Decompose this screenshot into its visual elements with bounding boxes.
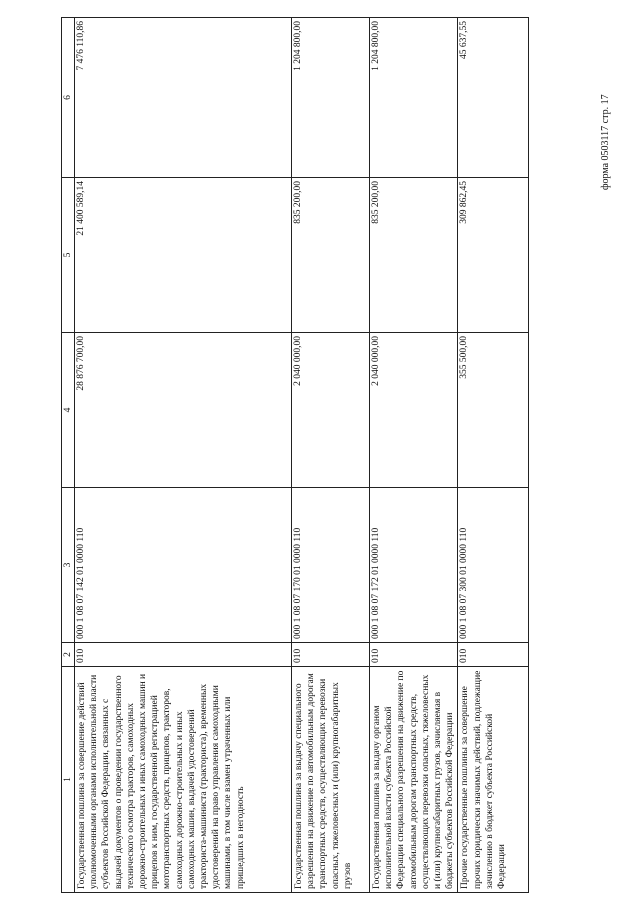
revenue-table [61,17,529,893]
row-remaining: 7 476 110,86 [75,18,292,178]
header-col-1: 1 [62,667,75,893]
header-col-3: 3 [62,488,75,643]
row-name: Государственная пошлина за выдачу специального разрешения на движение по автомобильным дорогам транспортных средств, осуществляющих перевозки опасных, тяжеловесных и (или) крупногабаритных грузов [292,667,370,893]
row-line-code: 010 [292,643,370,667]
row-name: Прочие государственные пошлины за совершение прочих юридически значимых действий, подлежащие зачислению в бюджет субъекта Российской Федерации [458,667,529,893]
row-kbk: 000 1 08 07 142 01 0000 110 [75,488,292,643]
row-line-code: 010 [370,643,458,667]
table-row [370,18,458,893]
header-col-6: 6 [62,18,75,178]
row-executed: 21 400 589,14 [75,178,292,333]
row-name: Государственная пошлина за совершение действий уполномоченными органами исполнительной власти субъектов Российской Федерации, связанных с выдачей документов о проведении государственного технического осмотра тракторов, самоходных дорожно-строительных и иных самоходных машин и прицепов к ним, государственной регистрацией мототранспортных средств, прицепов, тракторов, самоходных дорожно-строительных и иных самоходных машин, выдачей удостоверений тракториста-машиниста (тракториста), временных удостоверений на право управления самоходными машинами, в том числе взамен утраченных или пришедших в негодность [75,667,292,893]
row-executed: 835 200,00 [292,178,370,333]
row-remaining: 1 204 800,00 [292,18,370,178]
table-row [75,18,292,893]
form-label: форма 0503117 стр. 17 [600,94,611,190]
row-remaining: 45 637,55 [458,18,529,178]
header-col-4: 4 [62,333,75,488]
row-approved: 2 040 000,00 [292,333,370,488]
row-remaining: 1 204 800,00 [370,18,458,178]
table-header-row [62,18,75,893]
row-approved: 2 040 000,00 [370,333,458,488]
row-line-code: 010 [75,643,292,667]
row-name: Государственная пошлина за выдачу органом исполнительной власти субъекта Российской Федерации специального разрешения на движение по автомобильным дорогам транспортных средств, осуществляющих перевозки опасных, тяжеловесных и (или) крупногабаритных грузов, зачисляемая в бюджеты субъектов Российской Федерации [370,667,458,893]
row-line-code: 010 [458,643,529,667]
header-col-2: 2 [62,643,75,667]
row-kbk: 000 1 08 07 172 01 0000 110 [370,488,458,643]
row-executed: 309 862,45 [458,178,529,333]
table-row [458,18,529,893]
row-kbk: 000 1 08 07 300 01 0000 110 [458,488,529,643]
header-col-5: 5 [62,178,75,333]
row-approved: 28 876 700,00 [75,333,292,488]
row-executed: 835 200,00 [370,178,458,333]
row-kbk: 000 1 08 07 170 01 0000 110 [292,488,370,643]
table-row [292,18,370,893]
row-approved: 355 500,00 [458,333,529,488]
